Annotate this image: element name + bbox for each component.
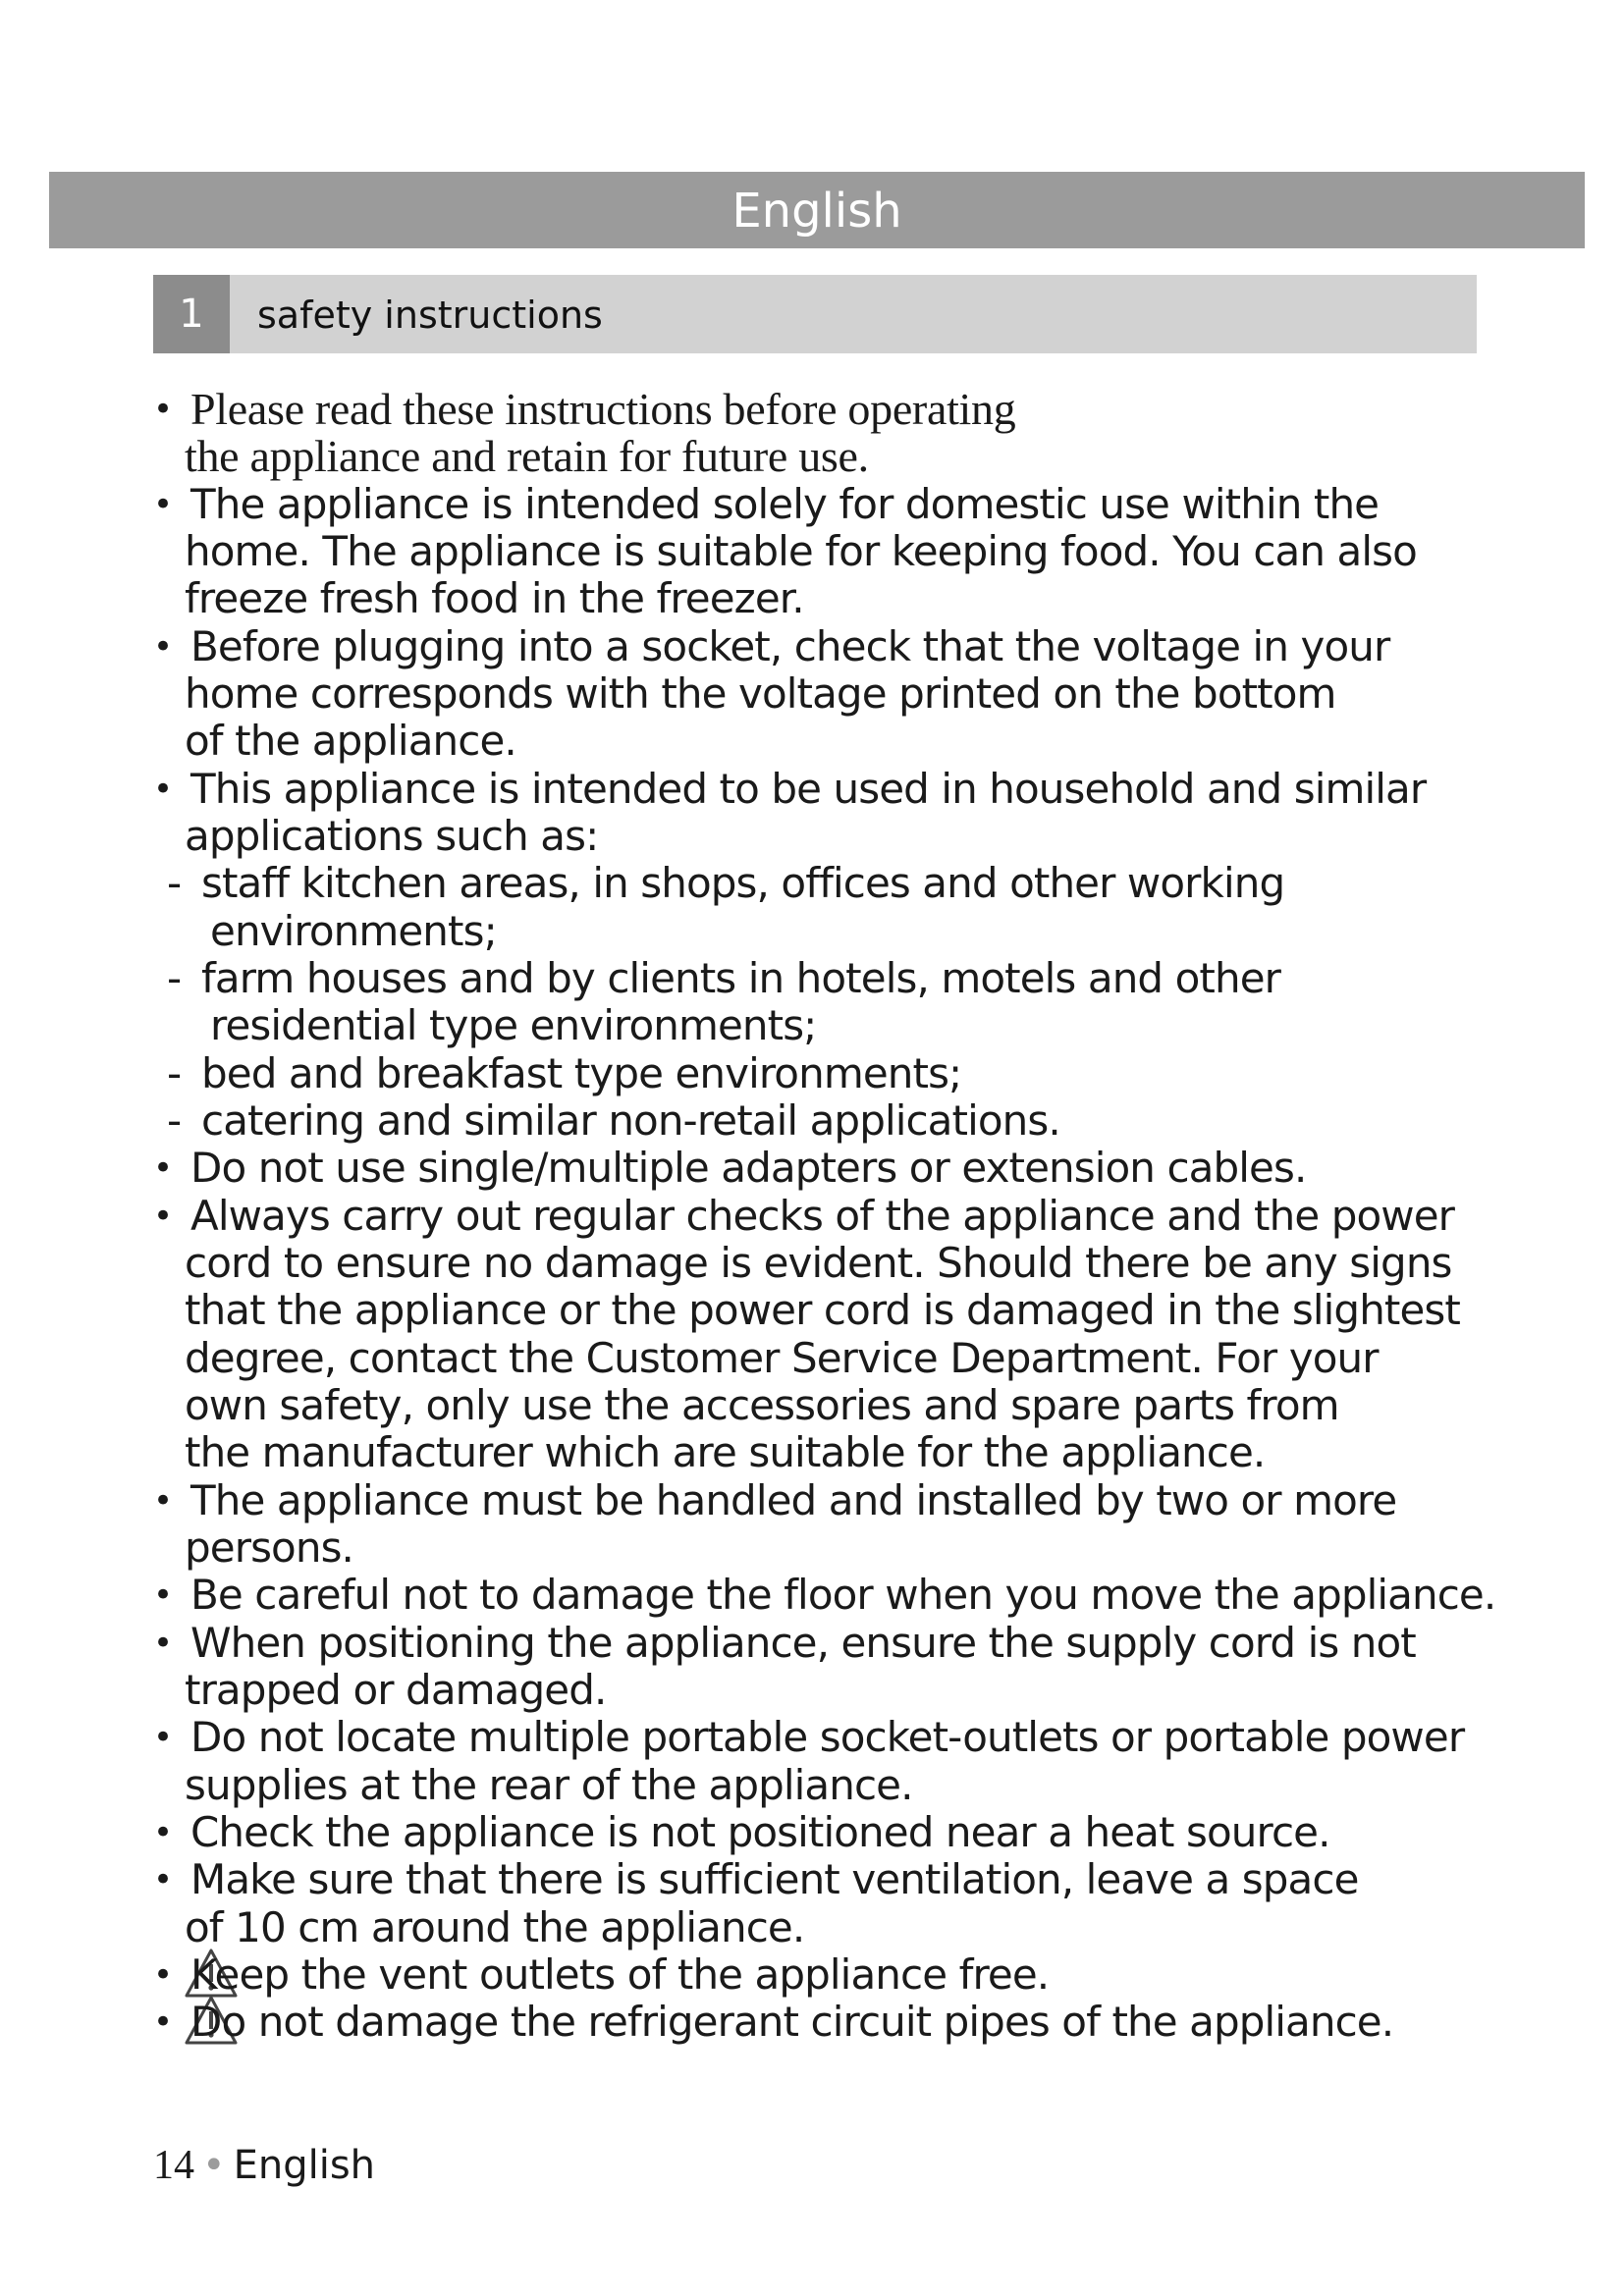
bullet-item-line: own safety, only use the accessories and spare parts from [185, 1381, 1339, 1429]
sub-item-line: environments; [210, 907, 497, 955]
footer-language: English [233, 2143, 376, 2188]
footer-separator: • [202, 2143, 226, 2188]
bullet-item-line: the appliance and retain for future use. [185, 431, 869, 481]
bullet-marker: • [153, 2002, 174, 2042]
bullet-item-line: cord to ensure no damage is evident. Should there be any signs [185, 1239, 1452, 1287]
bullet-marker: • [153, 1860, 174, 1899]
bullet-marker: • [153, 1575, 174, 1615]
bullet-marker: • [153, 1955, 174, 1995]
bullet-item-line: Do not damage the refrigerant circuit pipes of the appliance. [190, 1998, 1394, 2046]
sub-item-line: catering and similar non-retail applications. [201, 1096, 1060, 1145]
bullet-item-line: Check the appliance is not positioned near a heat source. [190, 1808, 1330, 1856]
bullet-item-line: Keep the vent outlets of the appliance free. [190, 1950, 1050, 1999]
bullet-item-line: The appliance is intended solely for domestic use within the [190, 480, 1380, 528]
bullet-marker: • [153, 1718, 174, 1757]
sub-item-line: bed and breakfast type environments; [201, 1049, 962, 1097]
bullet-item-line: The appliance must be handled and installed by two or more [190, 1476, 1397, 1524]
bullet-item-line: Make sure that there is sufficient ventilation, leave a space [190, 1855, 1359, 1903]
language-title: English [731, 184, 902, 239]
bullet-item-line: Before plugging into a socket, check that the voltage in your [190, 622, 1390, 670]
dash-marker: - [167, 954, 183, 1002]
dash-marker: - [167, 1096, 183, 1145]
bullet-item-line: that the appliance or the power cord is damaged in the slightest [185, 1286, 1460, 1334]
bullet-item-line: Always carry out regular checks of the appliance and the power [190, 1192, 1455, 1240]
bullet-marker: • [153, 770, 174, 809]
sub-item-line: farm houses and by clients in hotels, motels and other [201, 954, 1281, 1002]
bullet-item-line: applications such as: [185, 812, 599, 860]
bullet-marker: • [153, 627, 174, 667]
bullet-item-line: Please read these instructions before operating [190, 384, 1016, 434]
bullet-marker: • [153, 390, 174, 429]
bullet-item-line: When positioning the appliance, ensure the supply cord is not [190, 1619, 1416, 1667]
sub-item-line: staff kitchen areas, in shops, offices and other working [201, 859, 1285, 907]
bullet-item-line: degree, contact the Customer Service Department. For your [185, 1334, 1379, 1382]
bullet-item-line: supplies at the rear of the appliance. [185, 1761, 913, 1809]
bullet-marker: • [153, 1148, 174, 1188]
bullet-item-line: home. The appliance is suitable for keeping food. You can also [185, 527, 1417, 575]
section-number: 1 [179, 292, 204, 337]
bullet-item-line: Do not locate multiple portable socket-outlets or portable power [190, 1713, 1465, 1761]
bullet-item-line: the manufacturer which are suitable for the appliance. [185, 1428, 1266, 1476]
bullet-item-line: Do not use single/multiple adapters or extension cables. [190, 1144, 1307, 1192]
bullet-item-line: Be careful not to damage the floor when you move the appliance. [190, 1571, 1496, 1619]
bullet-item-line: persons. [185, 1523, 353, 1572]
bullet-marker: • [153, 485, 174, 524]
sub-item-line: residential type environments; [210, 1001, 817, 1049]
bullet-item-line: trapped or damaged. [185, 1666, 607, 1714]
dash-marker: - [167, 1049, 183, 1097]
bullet-item-line: of the appliance. [185, 717, 516, 765]
bullet-item-line: This appliance is intended to be used in household and similar [190, 765, 1427, 813]
page-number: 14 [153, 2143, 194, 2188]
section-title: safety instructions [257, 294, 603, 337]
dash-marker: - [167, 859, 183, 907]
bullet-marker: • [153, 1813, 174, 1852]
bullet-item-line: of 10 cm around the appliance. [185, 1903, 805, 1951]
bullet-item-line: home corresponds with the voltage printed on the bottom [185, 669, 1336, 718]
bullet-marker: • [153, 1197, 174, 1236]
bullet-marker: • [153, 1481, 174, 1521]
bullet-item-line: freeze fresh food in the freezer. [185, 574, 804, 622]
page-footer [153, 2142, 375, 2189]
bullet-marker: • [153, 1624, 174, 1663]
